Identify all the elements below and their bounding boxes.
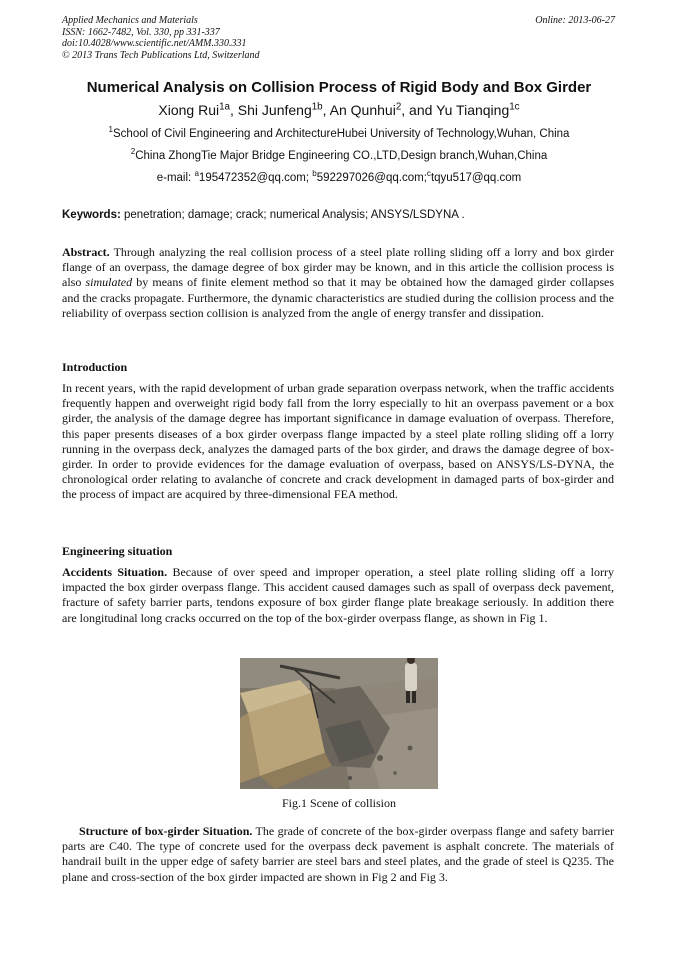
author-sup: 1a <box>219 101 230 113</box>
abstract-text: by means of finite element method so that it may be obtained how the damaged girder collapses and the cracks propagate. Furthermore, the dynamic characteristics are studied during the collision process and the reliability of overpass section collision is analyzed from the angle of energy transfer and dissipation. <box>62 275 614 320</box>
accidents-label: Accidents Situation. <box>62 565 168 579</box>
journal-issn: ISSN: 1662-7482, Vol. 330, pp 331-337 <box>62 26 220 38</box>
keywords-text: penetration; damage; crack; numerical Analysis; ANSYS/LSDYNA . <box>120 209 465 221</box>
introduction-body: In recent years, with the rapid development of urban grade separation overpass network, when the traffic accidents frequently happen and overweight rigid body fall from the lorry especially to hit an overpass pavement or a box girder, the analysis of the damage degree has important significance in damage evaluation of overpass. Therefore, this paper presents diseases of a box girder overpass flange impacted by a steel plate rolling sliding off a lorry running in the overpass deck, analyzes the damaged parts of the box girder, and draws the damage degree of box-girder. In order to provide evidences for the damage evaluation of overpass, based on ANSYS/LS-DYNA, the chronological order relating to avalanche of concrete and crack development in damaged parts of box-girder and the process of impact are acquired by three-dimensional FEA method. <box>62 381 614 502</box>
author-sup: 1b <box>311 101 323 113</box>
email-sup: b <box>312 169 317 179</box>
author-list <box>0 102 678 118</box>
abstract-label: Abstract. <box>62 245 110 259</box>
online-date: Online: 2013-06-27 <box>535 15 615 26</box>
email-sup: c <box>426 169 431 179</box>
figure-caption: Fig.1 Scene of collision <box>282 796 396 810</box>
author-sup: 2 <box>395 101 402 113</box>
author-separator: , <box>230 102 238 118</box>
structure-label: Structure of box-girder Situation. <box>79 824 253 838</box>
abstract <box>62 245 614 321</box>
affiliation-text: School of Civil Engineering and ArchitectureHubei University of Technology,Wuhan, China <box>113 128 570 140</box>
structure-paragraph <box>62 824 614 885</box>
introduction-heading: Introduction <box>62 360 128 374</box>
author-separator: , <box>322 102 330 118</box>
author-name: Yu Tianqing <box>436 102 510 118</box>
journal-name: Applied Mechanics and Materials <box>62 15 198 26</box>
email-sup: a <box>194 169 199 179</box>
accidents-paragraph <box>62 565 614 626</box>
email-link[interactable]: tqyu517@qq.com <box>430 172 522 184</box>
affiliation-2 <box>0 147 678 162</box>
email-line <box>0 169 678 184</box>
affiliation-1 <box>0 125 678 140</box>
paper-title: Numerical Analysis on Collision Process of Rigid Body and Box Girder <box>86 79 592 96</box>
email-link[interactable]: 592297026@qq.com; <box>316 172 427 184</box>
accidents-text: Because of over speed and improper operation, a steel plate rolling sliding off a lorry impacted the box girder overpass flange. This accident caused damages such as spall of overpass deck pavement, fracture of safety barrier parts, tendons exposure of box girder flange plate breakage seriously. In addition there are longitudinal long cracks occurred on the top of the box-girder overpass flange, as shown in Fig 1. <box>62 565 614 625</box>
engineering-heading: Engineering situation <box>62 544 173 558</box>
email-link[interactable]: 195472352@qq.com; <box>198 172 313 184</box>
author-name: An Qunhui <box>329 102 396 118</box>
keywords-label: Keywords: <box>62 209 121 221</box>
keywords <box>62 209 465 221</box>
author-sup: 1c <box>509 101 520 113</box>
affiliation-sup: 2 <box>130 147 136 157</box>
abstract-italic: simulated <box>85 275 133 290</box>
author-name: Xiong Rui <box>158 102 220 118</box>
collision-photo <box>240 658 438 789</box>
journal-header <box>62 15 260 61</box>
affiliation-text: China ZhongTie Major Bridge Engineering CO.,LTD,Design branch,Wuhan,China <box>135 150 548 162</box>
structure-text: The grade of concrete of the box-girder overpass flange and safety barrier parts are C40. The type of concrete used for the overpass deck pavement is asphalt concrete. The materials of handrail built in the upper edge of safety barrier are steel bars and steel plates, and the grade of steel is Q235. The plane and cross-section of the box girder impacted are shown in Fig 2 and Fig 3. <box>62 824 615 884</box>
affiliation-sup: 1 <box>108 125 114 135</box>
abstract-text: Through analyzing the real collision process of a steel plate rolling sliding off a lorry and box girder flange of an overpass, the damage degree of box girder may be known, and in this article the collision process is also <box>62 245 614 290</box>
author-separator: , and <box>401 102 437 118</box>
journal-doi: doi:10.4028/www.scientific.net/AMM.330.331 <box>62 38 247 50</box>
journal-copyright: © 2013 Trans Tech Publications Ltd, Switzerland <box>62 49 260 61</box>
email-label: e-mail: <box>156 172 195 184</box>
author-name: Shi Junfeng <box>237 102 312 118</box>
